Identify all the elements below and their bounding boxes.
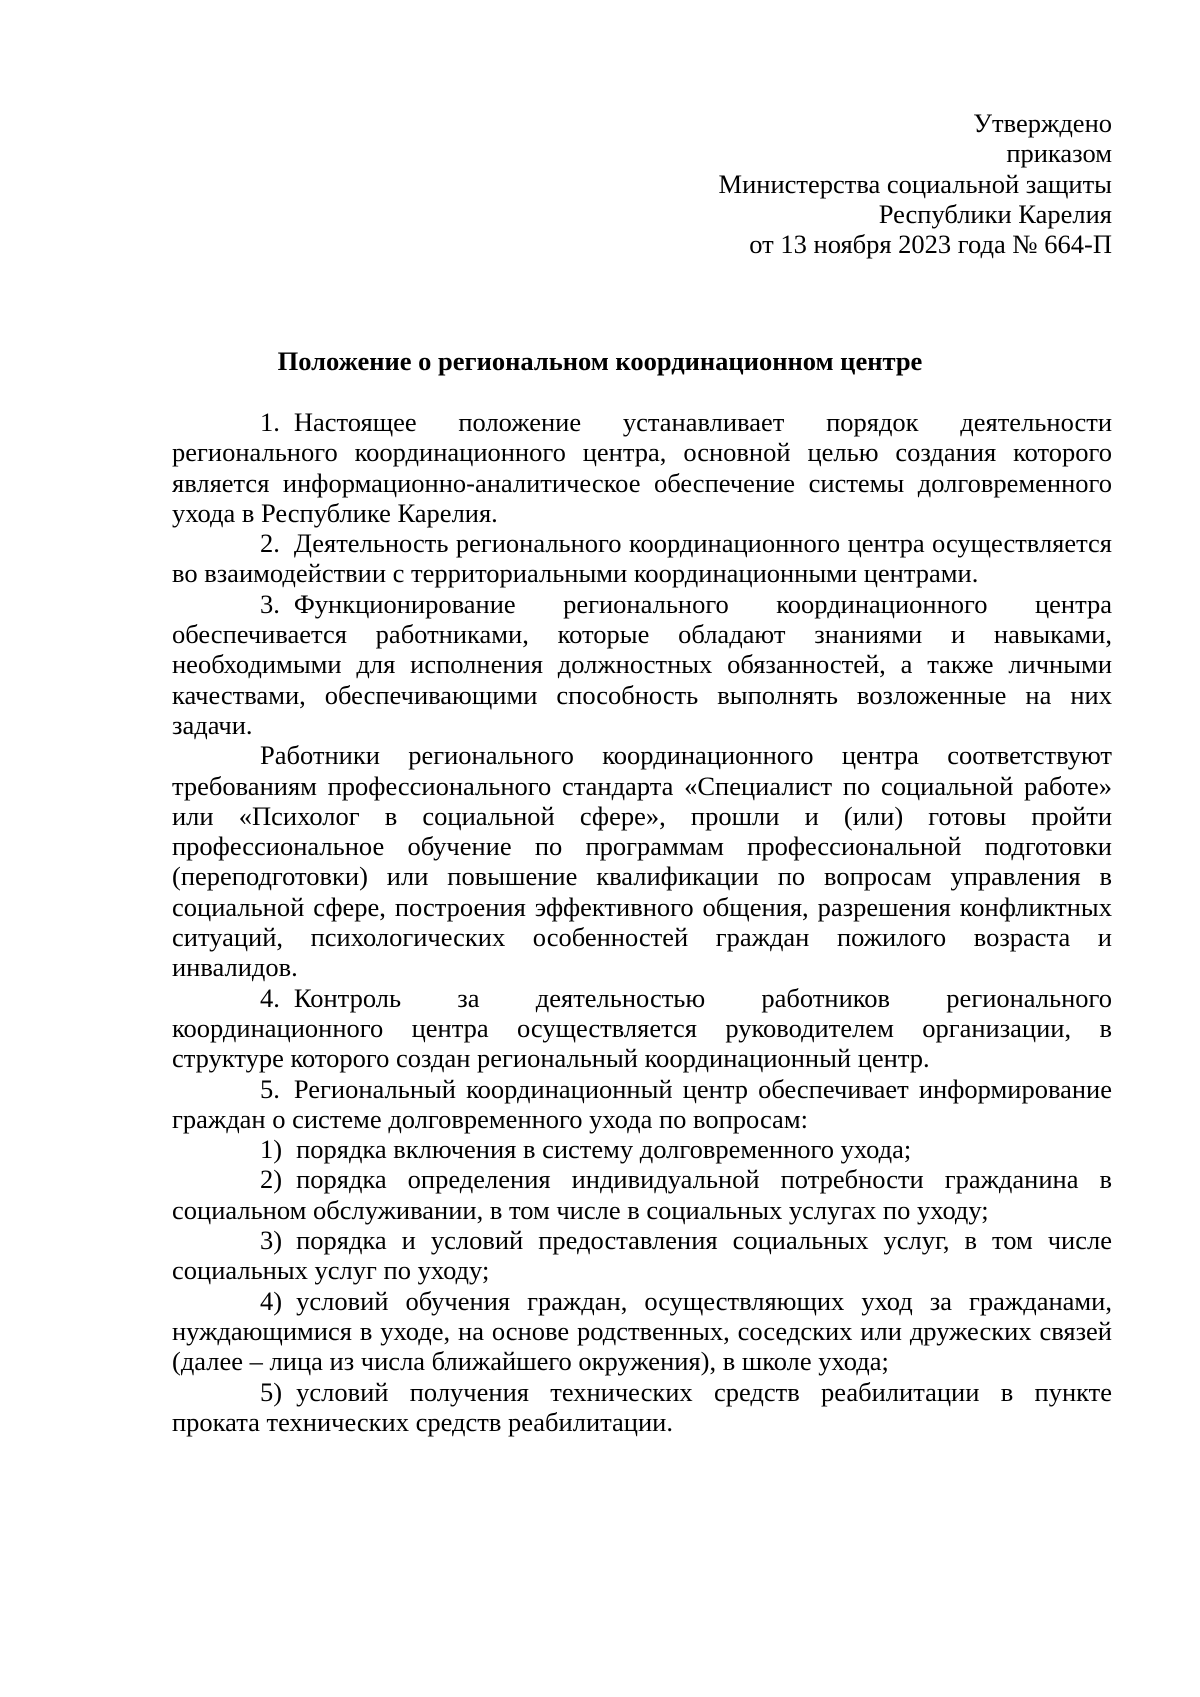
approval-line: Утверждено	[973, 108, 1112, 138]
paragraph-4	[172, 983, 1112, 1074]
paragraph-text: Деятельность регионального координационного центра осуществляется во взаимодействии с территориальными координационными центрами.	[172, 528, 1112, 589]
approval-line: Республики Карелия	[878, 198, 1112, 229]
subitem-1	[172, 1134, 1112, 1164]
subitem-number: 1)	[260, 1134, 283, 1165]
paragraph-number: 1.	[260, 407, 280, 437]
subitem-text: порядка определения индивидуальной потребности гражданина в социальном обслуживании, в том числе в социальных услугах по уходу;	[172, 1164, 1112, 1225]
approval-block	[719, 108, 1112, 259]
subitem-number: 4)	[260, 1285, 283, 1316]
paragraph-number: 2.	[260, 528, 280, 559]
paragraph-text: Функционирование регионального координационного центра обеспечивается работниками, которые обладают знаниями и навыками, необходимыми для исполнения должностных обязанностей, а также личными качествами, обеспечивающими способность выполнять возложенные на них задачи.	[172, 588, 1112, 740]
paragraph-number: 4.	[260, 982, 280, 1013]
paragraph-3	[172, 589, 1112, 740]
paragraph-number: 5.	[260, 1073, 280, 1104]
approval-line: от 13 ноября 2023 года № 664-П	[749, 229, 1112, 260]
paragraph-5	[172, 1074, 1112, 1135]
paragraph-2	[172, 528, 1112, 589]
paragraph-text: Работники регионального координационного центра соответствуют требованиям профессионального стандарта «Специалист по социальной работе» или «Психолог в социальной сфере», прошли и (или) готовы пройти профессиональное обучение по программам профессиональной подготовки (переподготовки) или повышение квалификации по вопросам управления в социальной сфере, построения эффективного общения, разрешения конфликтных ситуаций, психологических особенностей граждан пожилого возраста и инвалидов.	[172, 740, 1112, 983]
subitem-number: 3)	[260, 1225, 283, 1256]
subitem-text: порядка включения в систему долговременного ухода;	[296, 1134, 912, 1165]
subitem-3	[172, 1225, 1112, 1286]
paragraph-1	[172, 407, 1112, 528]
document-title: Положение о региональном координационном центре	[277, 346, 923, 376]
subitem-number: 2)	[260, 1164, 283, 1195]
subitem-2	[172, 1164, 1112, 1225]
paragraph-3-continued	[172, 740, 1112, 982]
paragraph-text: Настоящее положение устанавливает порядок деятельности регионального координационного центра, основной целью создания которого является информационно-аналитическое обеспечение системы долговременного ухода в Республике Карелия.	[172, 407, 1112, 528]
subitem-text: условий обучения граждан, осуществляющих уход за гражданами, нуждающимися в уходе, на основе родственных, соседских или дружеских связей (далее – лица из числа ближайшего окружения), в школе ухода;	[172, 1285, 1112, 1377]
subitem-4	[172, 1286, 1112, 1377]
subitem-number: 5)	[260, 1376, 283, 1407]
paragraph-text: Контроль за деятельностью работников регионального координационного центра осуществляется руководителем организации, в структуре которого создан региональный координационный центр.	[172, 982, 1112, 1074]
subitem-text: порядка и условий предоставления социальных услуг, в том числе социальных услуг по уходу;	[172, 1225, 1112, 1286]
approval-line: приказом	[1006, 138, 1112, 169]
paragraph-text: Региональный координационный центр обеспечивает информирование граждан о системе долговременного ухода по вопросам:	[172, 1073, 1112, 1134]
subitem-text: условий получения технических средств реабилитации в пункте проката технических средств реабилитации.	[172, 1376, 1112, 1437]
approval-line: Министерства социальной защиты	[718, 168, 1112, 199]
subitem-5	[172, 1377, 1112, 1438]
paragraph-number: 3.	[260, 588, 280, 619]
document-body	[172, 407, 1112, 1437]
